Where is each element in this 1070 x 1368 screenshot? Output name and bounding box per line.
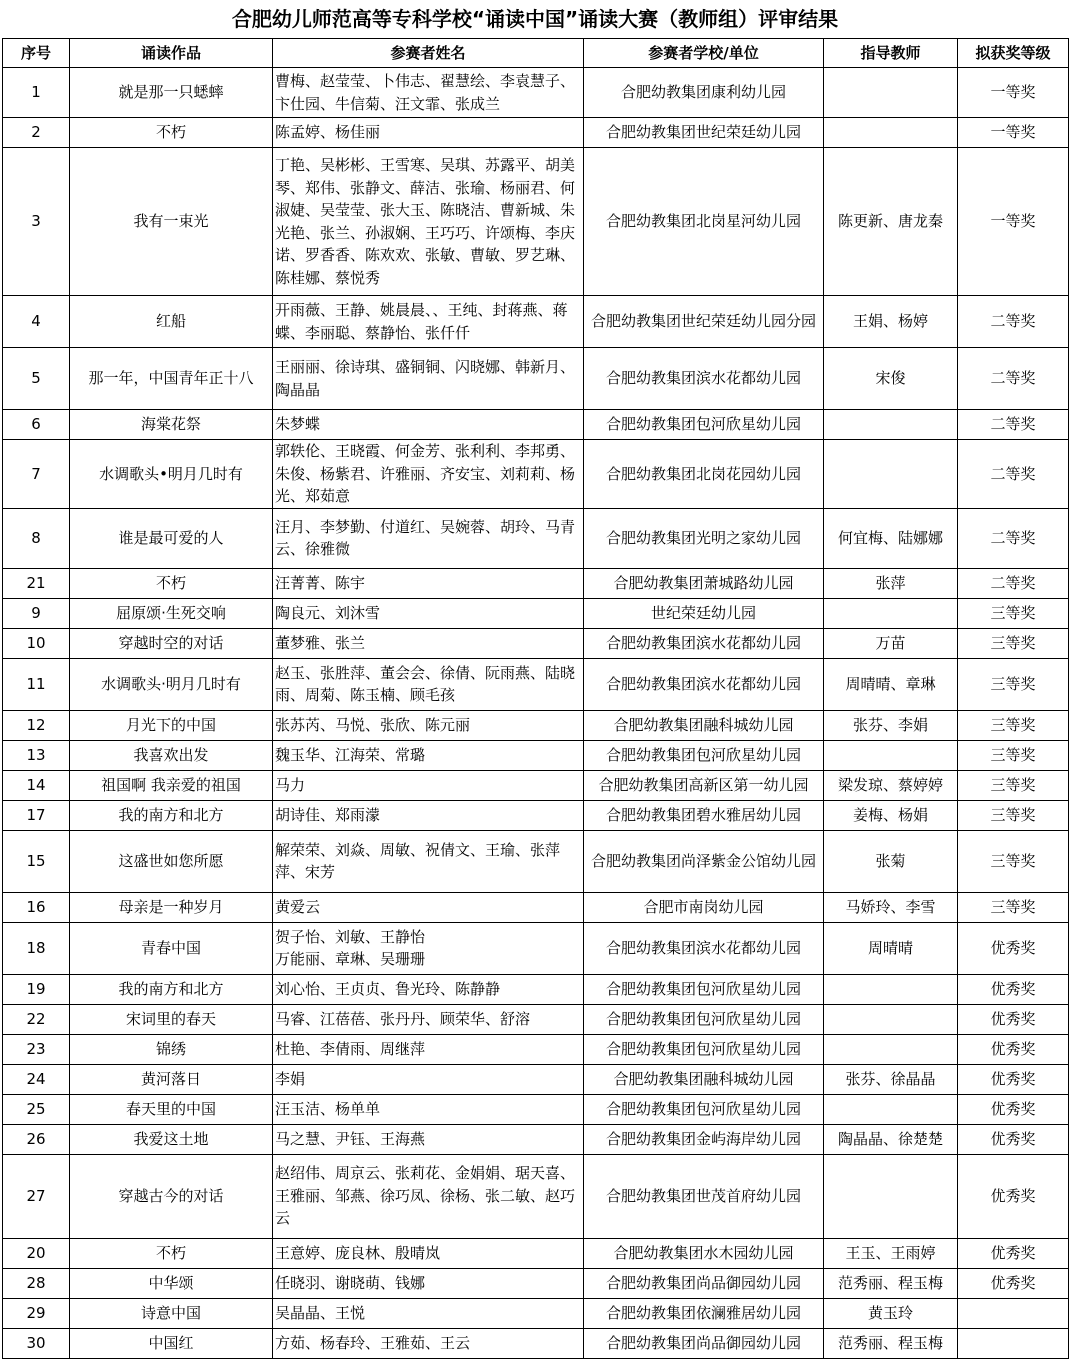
row-number: 20	[3, 1238, 70, 1268]
row-number: 10	[3, 628, 70, 658]
row-number: 30	[3, 1328, 70, 1358]
work-title: 中华颂	[70, 1268, 273, 1298]
table-row	[3, 710, 1069, 740]
table-row	[3, 1268, 1069, 1298]
work-title: 我爱这土地	[70, 1124, 273, 1154]
row-number: 23	[3, 1034, 70, 1064]
table-row	[3, 296, 1069, 348]
row-number: 8	[3, 508, 70, 568]
participant-names: 刘心怡、王贞贞、鲁光玲、陈静静	[273, 974, 584, 1004]
school-unit: 合肥幼教集团光明之家幼儿园	[584, 508, 824, 568]
instructor: 姜梅、杨娟	[824, 800, 958, 830]
participant-names: 贺子怡、刘敏、王静怡 万能丽、章琳、吴珊珊	[273, 922, 584, 974]
school-unit: 合肥幼教集团包河欣星幼儿园	[584, 1094, 824, 1124]
school-unit: 合肥幼教集团金屿海岸幼儿园	[584, 1124, 824, 1154]
instructor: 梁发琼、蔡婷婷	[824, 770, 958, 800]
instructor	[824, 598, 958, 628]
award-level: 三等奖	[958, 628, 1069, 658]
award-level: 三等奖	[958, 800, 1069, 830]
participant-names: 朱梦蝶	[273, 410, 584, 440]
instructor: 张芬、李娟	[824, 710, 958, 740]
row-number: 18	[3, 922, 70, 974]
work-title: 宋词里的春天	[70, 1004, 273, 1034]
table-row	[3, 508, 1069, 568]
table-row	[3, 1328, 1069, 1358]
instructor	[824, 68, 958, 118]
table-row	[3, 348, 1069, 410]
work-title: 不朽	[70, 1238, 273, 1268]
work-title: 我的南方和北方	[70, 974, 273, 1004]
work-title: 屈原颂·生死交响	[70, 598, 273, 628]
row-number: 11	[3, 658, 70, 710]
award-level: 优秀奖	[958, 974, 1069, 1004]
instructor	[824, 1034, 958, 1064]
school-unit: 世纪荣廷幼儿园	[584, 598, 824, 628]
school-unit: 合肥幼教集团北岗花园幼儿园	[584, 440, 824, 509]
header-award: 拟获奖等级	[958, 39, 1069, 68]
work-title: 春天里的中国	[70, 1094, 273, 1124]
school-unit: 合肥幼教集团包河欣星幼儿园	[584, 974, 824, 1004]
table-row	[3, 892, 1069, 922]
participant-names: 张苏芮、马悦、张欣、陈元丽	[273, 710, 584, 740]
row-number: 22	[3, 1004, 70, 1034]
award-level	[958, 1298, 1069, 1328]
school-unit: 合肥幼教集团世茂首府幼儿园	[584, 1154, 824, 1238]
award-level: 优秀奖	[958, 1004, 1069, 1034]
row-number: 19	[3, 974, 70, 1004]
participant-names: 曹梅、赵莹莹、卜伟志、翟慧绘、李袁慧子、卞仕园、牛信菊、汪文霏、张成兰	[273, 68, 584, 118]
work-title: 这盛世如您所愿	[70, 830, 273, 892]
row-number: 2	[3, 118, 70, 148]
header-teacher: 指导教师	[824, 39, 958, 68]
header-work: 诵读作品	[70, 39, 273, 68]
table-row	[3, 1238, 1069, 1268]
table-row	[3, 598, 1069, 628]
school-unit: 合肥幼教集团尚品御园幼儿园	[584, 1328, 824, 1358]
award-level: 二等奖	[958, 568, 1069, 598]
row-number: 9	[3, 598, 70, 628]
work-title: 月光下的中国	[70, 710, 273, 740]
school-unit: 合肥幼教集团尚泽紫金公馆幼儿园	[584, 830, 824, 892]
award-level	[958, 1328, 1069, 1358]
table-row	[3, 1004, 1069, 1034]
school-unit: 合肥幼教集团高新区第一幼儿园	[584, 770, 824, 800]
table-row	[3, 658, 1069, 710]
participant-names: 赵绍伟、周京云、张莉花、金娟娟、琚天喜、王雅丽、邹燕、徐巧凤、徐杨、张二敏、赵巧云	[273, 1154, 584, 1238]
school-unit: 合肥幼教集团融科城幼儿园	[584, 710, 824, 740]
table-row	[3, 1094, 1069, 1124]
instructor	[824, 410, 958, 440]
row-number: 6	[3, 410, 70, 440]
participant-names: 解荣荣、刘焱、周敏、祝倩文、王瑜、张萍萍、宋芳	[273, 830, 584, 892]
table-row	[3, 770, 1069, 800]
award-level: 三等奖	[958, 598, 1069, 628]
instructor: 范秀丽、程玉梅	[824, 1268, 958, 1298]
award-level: 优秀奖	[958, 1094, 1069, 1124]
award-level: 三等奖	[958, 710, 1069, 740]
table-row	[3, 410, 1069, 440]
participant-names: 郭轶伦、王晓霞、何金芳、张利利、李邦勇、朱俊、杨紫君、许雅丽、齐安宝、刘莉莉、杨光、郑茹意	[273, 440, 584, 509]
table-row	[3, 830, 1069, 892]
work-title: 我有一束光	[70, 148, 273, 296]
table-row	[3, 1124, 1069, 1154]
row-number: 28	[3, 1268, 70, 1298]
award-level: 优秀奖	[958, 1268, 1069, 1298]
table-row	[3, 148, 1069, 296]
participant-names: 吴晶晶、王悦	[273, 1298, 584, 1328]
work-title: 母亲是一种岁月	[70, 892, 273, 922]
award-level: 一等奖	[958, 148, 1069, 296]
school-unit: 合肥幼教集团滨水花都幼儿园	[584, 628, 824, 658]
award-level: 二等奖	[958, 508, 1069, 568]
work-title: 黄河落日	[70, 1064, 273, 1094]
table-row	[3, 440, 1069, 509]
school-unit: 合肥幼教集团康利幼儿园	[584, 68, 824, 118]
school-unit: 合肥幼教集团包河欣星幼儿园	[584, 410, 824, 440]
work-title: 那一年，中国青年正十八	[70, 348, 273, 410]
award-level: 二等奖	[958, 410, 1069, 440]
school-unit: 合肥幼教集团北岗星河幼儿园	[584, 148, 824, 296]
participant-names: 李娟	[273, 1064, 584, 1094]
award-level: 三等奖	[958, 770, 1069, 800]
work-title: 青春中国	[70, 922, 273, 974]
work-title: 我喜欢出发	[70, 740, 273, 770]
participant-names: 马睿、江蓓蓓、张丹丹、顾荣华、舒溶	[273, 1004, 584, 1034]
table-row	[3, 740, 1069, 770]
award-level: 三等奖	[958, 740, 1069, 770]
work-title: 穿越时空的对话	[70, 628, 273, 658]
work-title: 我的南方和北方	[70, 800, 273, 830]
row-number: 17	[3, 800, 70, 830]
participant-names: 任晓羽、谢晓萌、钱娜	[273, 1268, 584, 1298]
participant-names: 董梦雅、张兰	[273, 628, 584, 658]
table-row	[3, 922, 1069, 974]
work-title: 穿越古今的对话	[70, 1154, 273, 1238]
row-number: 26	[3, 1124, 70, 1154]
award-level: 优秀奖	[958, 1124, 1069, 1154]
award-level: 二等奖	[958, 348, 1069, 410]
instructor: 王玉、王雨婷	[824, 1238, 958, 1268]
work-title: 不朽	[70, 118, 273, 148]
participant-names: 马之慧、尹钰、王海燕	[273, 1124, 584, 1154]
row-number: 15	[3, 830, 70, 892]
instructor: 张芬、徐晶晶	[824, 1064, 958, 1094]
instructor: 宋俊	[824, 348, 958, 410]
row-number: 3	[3, 148, 70, 296]
instructor: 范秀丽、程玉梅	[824, 1328, 958, 1358]
school-unit: 合肥幼教集团萧城路幼儿园	[584, 568, 824, 598]
participant-names: 杜艳、李倩雨、周继萍	[273, 1034, 584, 1064]
participant-names: 陈孟婷、杨佳丽	[273, 118, 584, 148]
row-number: 7	[3, 440, 70, 509]
work-title: 诗意中国	[70, 1298, 273, 1328]
row-number: 14	[3, 770, 70, 800]
table-row	[3, 1064, 1069, 1094]
page-title: 合肥幼儿师范高等专科学校“诵读中国”诵读大赛（教师组）评审结果	[231, 7, 839, 31]
instructor	[824, 118, 958, 148]
table-body	[3, 68, 1069, 1359]
row-number: 27	[3, 1154, 70, 1238]
row-number: 16	[3, 892, 70, 922]
instructor: 周晴晴、章琳	[824, 658, 958, 710]
row-number: 12	[3, 710, 70, 740]
work-title: 中国红	[70, 1328, 273, 1358]
table-row	[3, 1298, 1069, 1328]
school-unit: 合肥幼教集团包河欣星幼儿园	[584, 1034, 824, 1064]
award-level: 二等奖	[958, 296, 1069, 348]
table-row	[3, 1154, 1069, 1238]
participant-names: 汪菁菁、陈宇	[273, 568, 584, 598]
participant-names: 马力	[273, 770, 584, 800]
header-no: 序号	[3, 39, 70, 68]
work-title: 水调歌头·明月几时有	[70, 658, 273, 710]
participant-names: 汪玉洁、杨单单	[273, 1094, 584, 1124]
participant-names: 汪月、李梦勤、付道红、吴婉蓉、胡玲、马青云、徐雅微	[273, 508, 584, 568]
school-unit: 合肥幼教集团水木园幼儿园	[584, 1238, 824, 1268]
instructor: 万苗	[824, 628, 958, 658]
participant-names: 陶良元、刘沐雪	[273, 598, 584, 628]
instructor: 周晴晴	[824, 922, 958, 974]
work-title: 祖国啊 我亲爱的祖国	[70, 770, 273, 800]
instructor	[824, 1154, 958, 1238]
row-number: 5	[3, 348, 70, 410]
instructor: 张萍	[824, 568, 958, 598]
work-title: 不朽	[70, 568, 273, 598]
table-row	[3, 68, 1069, 118]
school-unit: 合肥幼教集团包河欣星幼儿园	[584, 1004, 824, 1034]
row-number: 25	[3, 1094, 70, 1124]
school-unit: 合肥幼教集团包河欣星幼儿园	[584, 740, 824, 770]
participant-names: 方茹、杨春玲、王雅茹、王云	[273, 1328, 584, 1358]
award-level: 二等奖	[958, 440, 1069, 509]
work-title: 红船	[70, 296, 273, 348]
school-unit: 合肥幼教集团融科城幼儿园	[584, 1064, 824, 1094]
participant-names: 胡诗佳、郑雨濛	[273, 800, 584, 830]
work-title: 就是那一只蟋蟀	[70, 68, 273, 118]
award-level: 优秀奖	[958, 922, 1069, 974]
instructor: 马娇玲、李雪	[824, 892, 958, 922]
work-title: 谁是最可爱的人	[70, 508, 273, 568]
instructor: 黄玉玲	[824, 1298, 958, 1328]
instructor: 张菊	[824, 830, 958, 892]
instructor: 陈更新、唐龙秦	[824, 148, 958, 296]
award-level: 优秀奖	[958, 1238, 1069, 1268]
award-level: 一等奖	[958, 68, 1069, 118]
school-unit: 合肥幼教集团滨水花都幼儿园	[584, 348, 824, 410]
work-title: 水调歌头•明月几时有	[70, 440, 273, 509]
table-row	[3, 974, 1069, 1004]
participant-names: 魏玉华、江海荣、常璐	[273, 740, 584, 770]
row-number: 21	[3, 568, 70, 598]
row-number: 4	[3, 296, 70, 348]
row-number: 24	[3, 1064, 70, 1094]
participant-names: 丁艳、吴彬彬、王雪寒、吴琪、苏露平、胡美琴、郑伟、张静文、薛洁、张瑜、杨丽君、何淑婕、吴莹莹、张大玉、陈晓洁、曹新城、朱光艳、张兰、孙淑娴、王巧巧、许颂梅、李庆诺、罗香香、陈欢欢、张敏、曹敏、罗艺琳、陈桂娜、蔡悦秀	[273, 148, 584, 296]
participant-names: 赵玉、张胜萍、董会会、徐倩、阮雨燕、陆晓雨、周菊、陈玉楠、顾毛孩	[273, 658, 584, 710]
results-table	[2, 38, 1069, 1359]
school-unit: 合肥幼教集团尚品御园幼儿园	[584, 1268, 824, 1298]
participant-names: 王意婷、庞良林、殷晴岚	[273, 1238, 584, 1268]
header-row	[3, 39, 1069, 68]
school-unit: 合肥幼教集团碧水雅居幼儿园	[584, 800, 824, 830]
school-unit: 合肥幼教集团世纪荣廷幼儿园分园	[584, 296, 824, 348]
school-unit: 合肥幼教集团滨水花都幼儿园	[584, 922, 824, 974]
school-unit: 合肥幼教集团依澜雅居幼儿园	[584, 1298, 824, 1328]
school-unit: 合肥幼教集团世纪荣廷幼儿园	[584, 118, 824, 148]
table-row	[3, 1034, 1069, 1064]
work-title: 海棠花祭	[70, 410, 273, 440]
row-number: 1	[3, 68, 70, 118]
table-row	[3, 568, 1069, 598]
instructor	[824, 974, 958, 1004]
award-level: 优秀奖	[958, 1034, 1069, 1064]
school-unit: 合肥市南岗幼儿园	[584, 892, 824, 922]
participant-names: 王丽丽、徐诗琪、盛铜铜、闪晓娜、韩新月、陶晶晶	[273, 348, 584, 410]
instructor	[824, 1004, 958, 1034]
instructor	[824, 740, 958, 770]
instructor	[824, 1094, 958, 1124]
table-row	[3, 628, 1069, 658]
row-number: 13	[3, 740, 70, 770]
award-level: 一等奖	[958, 118, 1069, 148]
award-level: 优秀奖	[958, 1064, 1069, 1094]
instructor: 陶晶晶、徐楚楚	[824, 1124, 958, 1154]
table-row	[3, 800, 1069, 830]
work-title: 锦绣	[70, 1034, 273, 1064]
award-level: 优秀奖	[958, 1154, 1069, 1238]
table-row	[3, 118, 1069, 148]
award-level: 三等奖	[958, 658, 1069, 710]
header-names: 参赛者姓名	[273, 39, 584, 68]
instructor: 何宜梅、陆娜娜	[824, 508, 958, 568]
award-level: 三等奖	[958, 892, 1069, 922]
school-unit: 合肥幼教集团滨水花都幼儿园	[584, 658, 824, 710]
participant-names: 黄爱云	[273, 892, 584, 922]
participant-names: 开雨薇、王静、姚晨晨、、王纯、封蒋燕、蒋蝶、李丽聪、蔡静怡、张仟仟	[273, 296, 584, 348]
row-number: 29	[3, 1298, 70, 1328]
award-level: 三等奖	[958, 830, 1069, 892]
instructor	[824, 440, 958, 509]
instructor: 王娟、杨婷	[824, 296, 958, 348]
header-unit: 参赛者学校/单位	[584, 39, 824, 68]
